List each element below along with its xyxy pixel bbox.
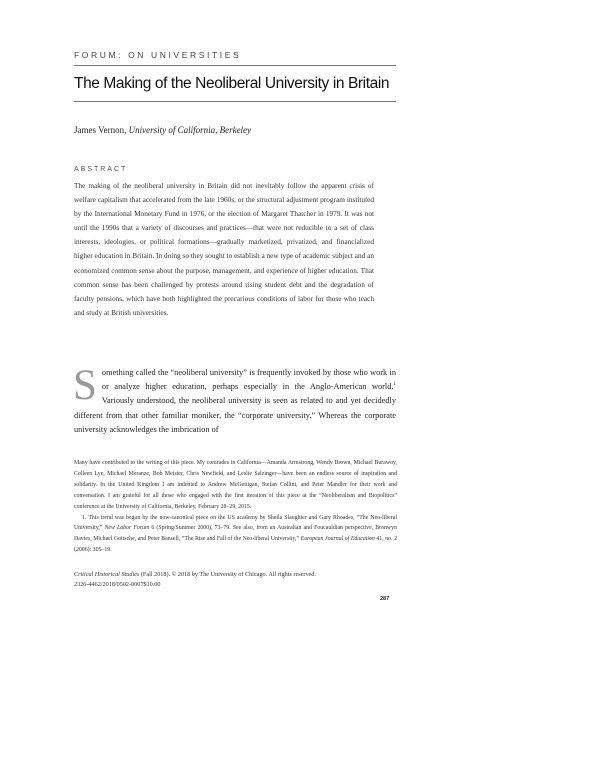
issn-line: 2326-4462/2018/0502-0007$10.00: [74, 581, 161, 588]
section-label: FORUM: ON UNIVERSITIES: [74, 50, 242, 60]
page-number: 287: [380, 596, 390, 602]
citation-text: (Fall 2018). © 2018 by The University of Chicago. All rights reserved.: [139, 571, 316, 578]
author-affiliation: University of California, Berkeley: [128, 125, 252, 135]
footnote-text: 6 (Spring/Summer 2000), 73–79. See also, from an Australian and Foucauldian perspective, Bronwyn Davies, Michael Gottsche, and Peter Bansell, “The Rise and Fall of the Neo-liberal University,”: [74, 525, 397, 543]
footnote-1: [74, 513, 397, 557]
abstract-heading: ABSTRACT: [74, 166, 128, 173]
copyright-line: [74, 570, 404, 580]
journal-info: [74, 570, 404, 590]
body-text-part: omething called the “neoliberal university” is frequently invoked by those who work in or analyze higher education, perhaps especially in the Anglo-American world.: [101, 368, 396, 392]
footnote-text: 41, no. 2 (2006): 305–19.: [74, 536, 397, 554]
footnote-reference[interactable]: 1: [393, 382, 396, 388]
body-paragraph: [73, 362, 396, 437]
title-rule: [74, 101, 396, 102]
journal-title: European Journal of Education: [300, 536, 375, 543]
footnotes: [74, 458, 397, 556]
abstract-text: The making of the neoliberal university in Britain did not inevitably follow the apparent crisis of welfare capitalism that accelerated from the late 1960s, or the structural adjustment program instituted by the International Monetary Fund in 1976, or the election of Margaret Thatcher in 1979. It was not until the 1990s that a variety of discourses and practices—that were not reducible to a set of class interests, ideologies, or political formations—gradually marketized, privatized, and financialized higher education in Britain. In doing so they sought to establish a new type of academic subject and an economized common sense about the purpose, management, and experience of higher education. That common sense has been challenged by protests around rising student debt and the degradation of faculty pensions, which have both highlighted the precarious conditions of labor for those who teach and study at British universities.: [74, 181, 374, 317]
author-name: James Vernon,: [74, 125, 127, 135]
footnote-text: 1. This trend was begun by the now-canonical piece on the US academy by Sheila Slaughter and Gary Rhoades, “The Neo-liberal University,”: [74, 514, 397, 532]
article-title: The Making of the Neoliberal University in Britain: [74, 75, 390, 92]
drop-cap: S: [73, 362, 97, 409]
journal-title: New Labor Forum: [104, 525, 150, 532]
header-rule: [74, 65, 396, 66]
author-line: [74, 125, 251, 135]
journal-name: Critical Historical Studies: [74, 571, 140, 578]
body-text-part: Variously understood, the neoliberal university is seen as related to and yet decidedly different from that other familiar moniker, the “corporate university.” Whereas the corporate university acknowledges the imbrication of: [74, 396, 396, 434]
acknowledgment-note: Many have contributed to the writing of this piece. My comrades in California—Amanda Armstrong, Wendy Brown, Michael Burawoy, Colleen Lye, Michael Meranze, Bob Meister, Chris Newfield, and Leslie Salzinger—have been an endless source of inspiration and solidarity. In the United Kingdom I am indebted to Andrew McGettigan, Stefan Collini, and Peter Mandler for their work and conversation. I am grateful for all those who engaged with the first iteration of this piece at the “Neoliberalism and Biopolitics” conference at the University of California, Berkeley, February 28–29, 2015.: [74, 460, 397, 510]
